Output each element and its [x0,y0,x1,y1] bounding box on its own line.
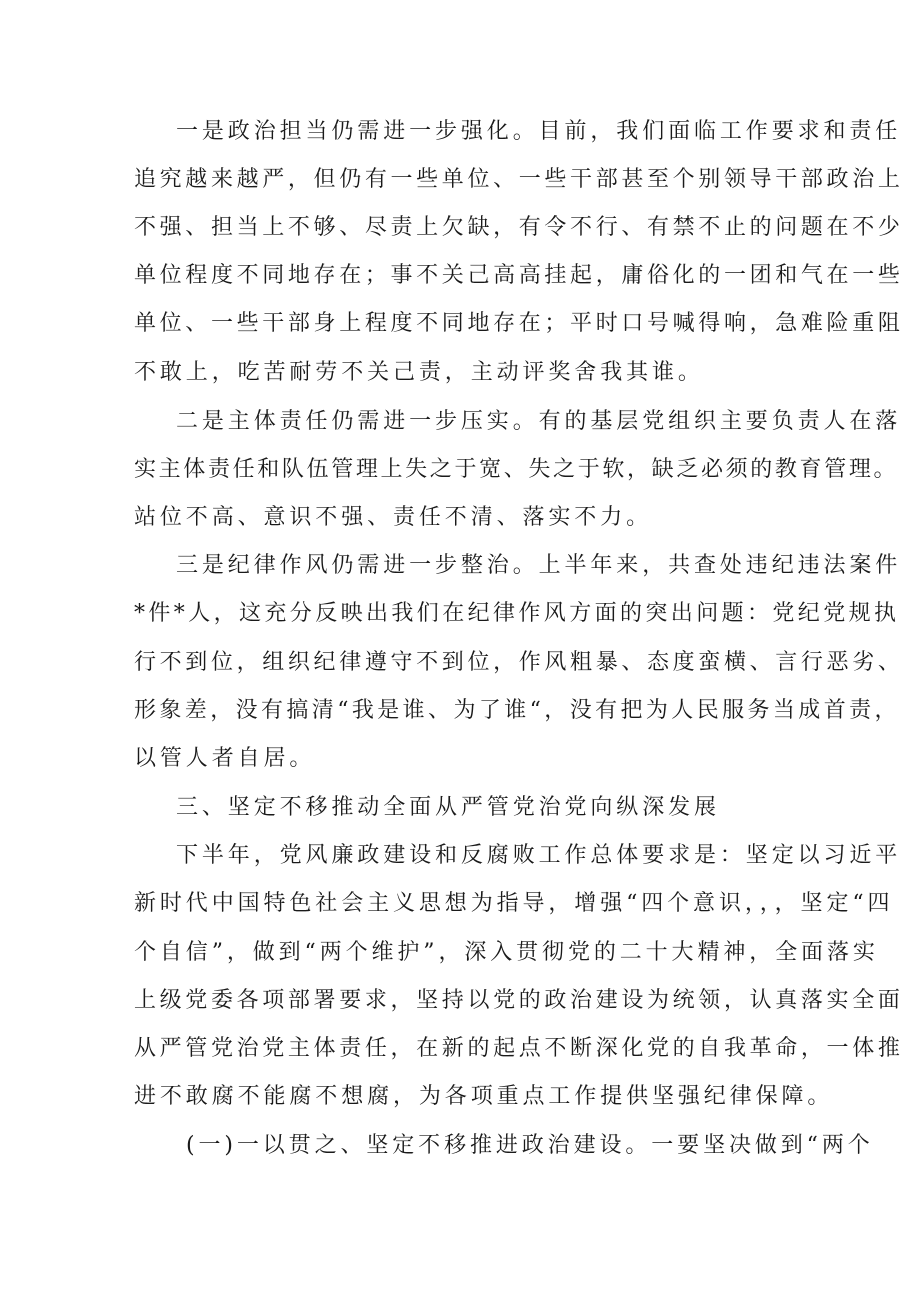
paragraph-3-line-4: 形象差，没有搞清“我是谁、为了谁“，没有把为人民服务当成首责， [134,698,900,723]
paragraph-5-line-5: 从严管党治党主体责任，在新的起点不断深化党的自我革命，一体推 [134,1036,904,1061]
paragraph-3-line-3: 行不到位，组织纪律遵守不到位，作风粗暴、态度蛮横、言行恶劣、 [134,650,904,675]
paragraph-1-line-6: 不敢上，吃苦耐劳不关己责，主动评奖舍我其谁。 [134,360,704,385]
paragraph-3-line-1: 三是纪律作风仍需进一步整治。上半年来，共查处违纪违法案件 [176,553,902,578]
paragraph-5-line-2: 新时代中国特色社会主义思想为指导，增强“四个意识，，，坚定“四 [134,891,894,916]
paragraph-1-line-1: 一是政治担当仍需进一步强化。目前，我们面临工作要求和责任 [176,119,902,144]
paragraph-2-line-1: 二是主体责任仍需进一步压实。有的基层党组织主要负责人在落 [176,409,902,434]
paragraph-1-line-3: 不强、担当上不够、尽责上欠缺，有令不行、有禁不止的问题在不少 [134,215,904,240]
paragraph-5-line-6: 进不敢腐不能腐不想腐，为各项重点工作提供坚强纪律保障。 [134,1084,834,1109]
paragraph-1-line-5: 单位、一些干部身上程度不同地存在；平时口号喊得响，急难险重阻 [134,311,904,336]
paragraph-5-line-4: 上级党委各项部署要求，坚持以党的政治建设为统领，认真落实全面 [134,988,904,1013]
paragraph-2-line-3: 站位不高、意识不强、责任不清、落实不力。 [134,505,653,530]
paragraph-1-line-4: 单位程度不同地存在；事不关己高高挂起，庸俗化的一团和气在一些 [134,263,904,288]
paragraph-2-line-2: 实主体责任和队伍管理上失之于宽、失之于软，缺乏必须的教育管理。 [134,457,899,482]
paragraph-5-line-3: 个自信”，做到“两个维护”，深入贯彻党的二十大精神，全面落实 [134,940,879,965]
subsection-heading: (一)一以贯之、坚定不移推进政治建设。一要坚决做到“两个 [186,1133,874,1158]
section-heading: 三、坚定不移推动全面从严管党治党向纵深发展 [176,795,720,820]
paragraph-1-line-2: 追究越来越严，但仍有一些单位、一些干部甚至个别领导干部政治上 [134,167,904,192]
paragraph-3-line-2: *件*人，这充分反映出我们在纪律作风方面的突出问题：党纪党规执 [134,601,900,626]
paragraph-3-line-5: 以管人者自居。 [134,746,316,771]
paragraph-5-line-1: 下半年，党风廉政建设和反腐败工作总体要求是：坚定以习近平 [176,843,902,868]
